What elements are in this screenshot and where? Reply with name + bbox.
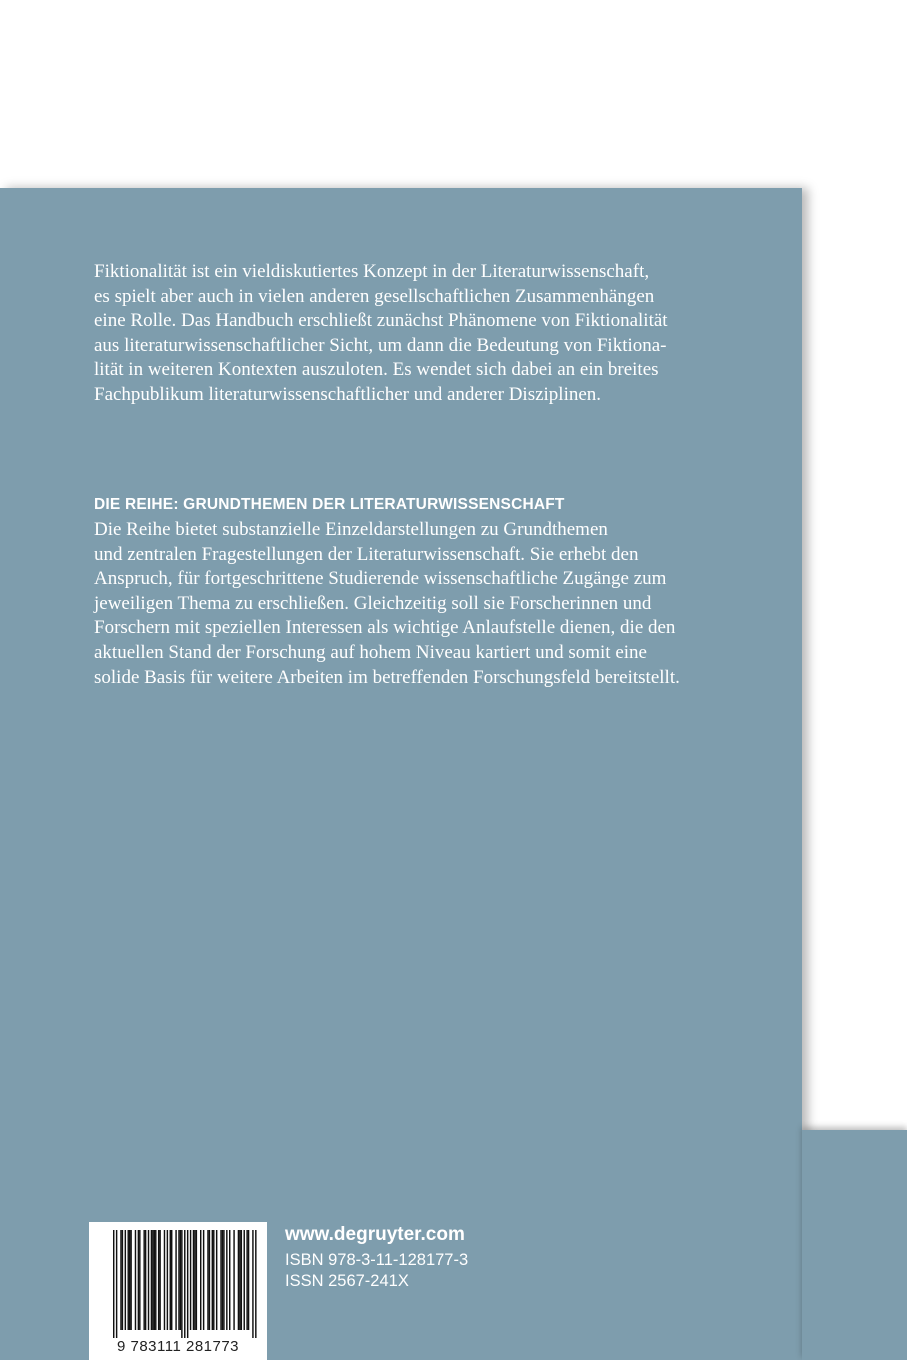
barcode-bar [193, 1230, 194, 1330]
barcode-bar [246, 1230, 247, 1330]
barcode-bar [209, 1230, 210, 1330]
barcode-bar [190, 1230, 191, 1330]
barcode-bar [187, 1230, 188, 1338]
barcode-bar [138, 1230, 139, 1330]
barcode-bar [178, 1230, 179, 1330]
barcode-bar [203, 1230, 204, 1330]
barcode-bar [212, 1230, 213, 1330]
barcode-bar [143, 1230, 144, 1330]
barcode-bar [120, 1230, 121, 1330]
barcode-bar [128, 1230, 129, 1330]
barcode-bar [148, 1230, 149, 1330]
barcode-bar [159, 1230, 160, 1330]
barcode-bar [154, 1230, 155, 1330]
barcode-bar [139, 1230, 140, 1330]
publisher-info [285, 1224, 468, 1293]
barcode-bar [152, 1230, 153, 1330]
barcode-bar [135, 1230, 136, 1330]
barcode-digits: 9 783111 281773 [116, 1338, 240, 1355]
isbn: ISBN 978-3-11-128177-3 [285, 1251, 469, 1269]
barcode-bar [220, 1230, 221, 1330]
barcode-bar [145, 1230, 146, 1330]
barcode-bar [164, 1230, 165, 1330]
barcode-bar [248, 1230, 249, 1330]
book-blurb: Fiktionalität ist ein vieldiskutiertes Konzept in der Literaturwissenschaft, es spielt aber auch in vielen anderen gesellschaftlichen Zusammenhängen eine Rolle. Das Handbuch erschließt zunächst Phänomene von Fiktionalität aus literaturwissenschaftlicher Sicht, um dann die Bedeutung von Fiktiona- lität in weiteren Kontexten auszuloten. Es wendet sich dabei an ein breites Fachpublikum literaturwissenschaftlicher und anderer Disziplinen. [94, 261, 668, 405]
barcode-bar [255, 1230, 256, 1338]
barcode-bar [155, 1230, 156, 1330]
barcode [89, 1222, 267, 1360]
barcode-bar [194, 1230, 195, 1330]
barcode-bar [130, 1230, 131, 1330]
barcode-bar [180, 1230, 181, 1330]
barcode-bar [207, 1230, 208, 1330]
series-heading: DIE REIHE: GRUNDTHEMEN DER LITERATURWISSENSCHAFT [94, 496, 565, 513]
barcode-bar [170, 1230, 171, 1330]
barcode-bar [238, 1230, 239, 1330]
barcode-bar [167, 1230, 168, 1330]
barcode-bar [222, 1230, 223, 1330]
barcode-bar [113, 1230, 114, 1338]
barcode-bar [122, 1230, 123, 1330]
barcode-bar [226, 1230, 227, 1330]
barcode-bar [252, 1230, 253, 1338]
barcode-bar [233, 1230, 234, 1330]
barcode-bar [239, 1230, 240, 1330]
barcode-bar [229, 1230, 230, 1330]
cover-shadow-edge [802, 1130, 907, 1360]
barcode-bar [171, 1230, 172, 1330]
barcode-bar [223, 1230, 224, 1330]
barcode-bar [129, 1230, 130, 1330]
barcode-bars [89, 1222, 267, 1338]
barcode-bar [151, 1230, 152, 1330]
series-description: Die Reihe bietet substanzielle Einzeldarstellungen zu Grundthemen und zentralen Fragestellungen der Literaturwissenschaft. Sie erhebt den Anspruch, für fortgeschrittene Studierende wissenschaftliche Zugänge zum jeweiligen Thema zu erschließen. Gleichzeitig soll sie Forscherinnen und Forschern mit speziellen Interessen als wichtige Anlaufstelle dienen, die den aktuellen Stand der Forschung auf hohem Niveau kartiert und somit eine solide Basis für weitere Arbeiten im betreffenden Forschungsfeld bereitstellt. [94, 519, 680, 688]
barcode-bar [116, 1230, 117, 1338]
barcode-bar [200, 1230, 201, 1330]
barcode-bar [216, 1230, 217, 1330]
barcode-bar [241, 1230, 242, 1330]
barcode-bar [213, 1230, 214, 1330]
barcode-bar [181, 1230, 182, 1338]
publisher-website[interactable]: www.degruyter.com [285, 1224, 465, 1245]
barcode-bar [244, 1230, 245, 1330]
barcode-bar [196, 1230, 197, 1330]
barcode-bar [125, 1230, 126, 1330]
issn: ISSN 2567-241X [285, 1272, 409, 1290]
barcode-bar [184, 1230, 185, 1338]
barcode-bar [175, 1230, 176, 1330]
barcode-bar [158, 1230, 159, 1330]
